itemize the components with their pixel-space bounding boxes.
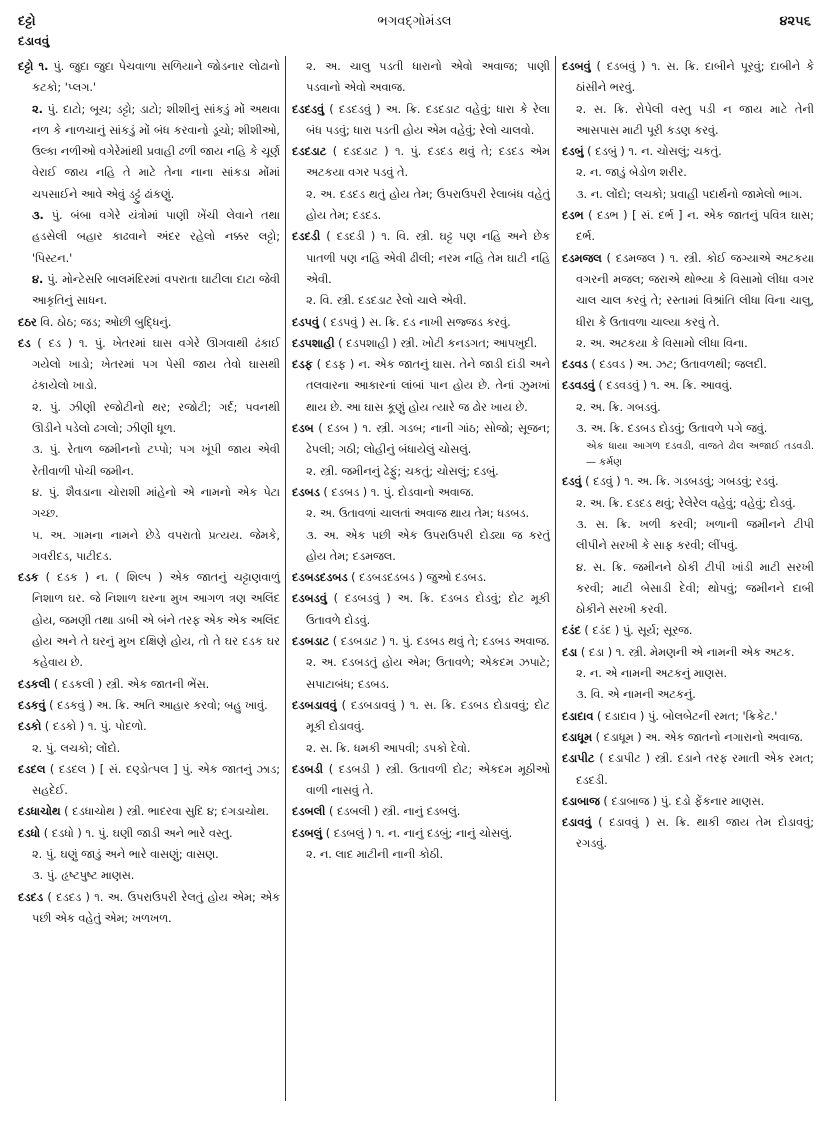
page-number: ૪૨૫૬ xyxy=(779,14,811,29)
definition: ( દડાદાવ ) પું. બોલબેટની રમત; 'ક્રિકેટ.' xyxy=(593,709,778,723)
headword: દઠર xyxy=(18,315,37,329)
dictionary-entry xyxy=(562,141,814,162)
definition: ૩. વિ. એ નામની અટકનું. xyxy=(576,688,696,702)
dictionary-sense xyxy=(562,162,814,183)
dictionary-entry xyxy=(18,801,280,822)
headword: દડકવું xyxy=(18,698,46,712)
definition: ૨. ન. જાડું બેડોળ શરીર. xyxy=(576,166,687,180)
headword: દડબલું xyxy=(292,826,323,840)
dictionary-sense xyxy=(18,738,280,759)
dictionary-sense xyxy=(292,525,550,568)
column-1 xyxy=(18,56,280,1103)
headword: દડમજલ xyxy=(562,251,602,265)
dictionary-entry xyxy=(562,620,814,641)
headword: ૩. xyxy=(32,209,44,223)
headword: દડપવું xyxy=(292,315,319,329)
definition: ( દડા ) ૧. સ્ત્રી. મેમણની એ નામની એક અટક. xyxy=(577,645,795,659)
definition: ( દડકવું ) અ. ક્રિ. અતિ આહાર કરવો; બહુ ખાવું. xyxy=(45,698,268,712)
definition: ૨. ન. લાદ માટીની નાની કોઠી. xyxy=(306,847,444,861)
dictionary-sense xyxy=(562,397,814,418)
headword: દડવડવું xyxy=(562,379,595,393)
column-3 xyxy=(562,56,814,1103)
dictionary-sense xyxy=(18,525,280,568)
dictionary-entry xyxy=(18,695,280,716)
headword: દડાધૂમ xyxy=(562,730,593,744)
dictionary-entry xyxy=(562,748,814,791)
definition: ( દડંદ ) પું. સૂર્ય; સૂરજ. xyxy=(580,624,693,638)
definition: ( દડ ) ૧. પું. ખેતરમાં ઘાસ વગેરે ઊગવાથી ઢંકાઈ ગયેલો ખાડો; ખેતરમાં પગ પેસી જાય તેવો ઘાસથી ઢંકાયેલો ખાડો. xyxy=(30,336,280,393)
dictionary-entry xyxy=(18,823,280,844)
definition: ૨. પું. લચકો; લોંદો. xyxy=(32,741,121,755)
definition: ૩. સ. ક્રિ. ખળી કરવી; ખળાની જમીનને ટીપી લીપીને સરખી કે સાફ કરવી; લીંપવું. xyxy=(576,517,814,553)
definition: ( દડકો ) ૧. પું. પોદળો. xyxy=(41,720,147,734)
headword: દડદડવું xyxy=(292,102,325,116)
dictionary-entry xyxy=(292,588,550,631)
definition: ૪. સ. ક્રિ. જમીનને ઠોકી ટીપી ખાંડી માટી સરખી કરવી; માટી બેસાડી દેવી; થોપવું; જમીનને દાબી ઠોકીને સરખી કરવી. xyxy=(576,560,814,617)
dictionary-entry xyxy=(292,354,550,418)
definition: ( દડબડી ) સ્ત્રી. ઉતાવળી દોટ; એકદમ મૂઠીઓ વાળી નાસવું તે. xyxy=(306,762,550,798)
headword: દડફ xyxy=(292,358,313,372)
dictionary-sense xyxy=(292,652,550,695)
dictionary-sense xyxy=(292,503,550,524)
column-divider xyxy=(555,56,556,1101)
headword: દડાપીટ xyxy=(562,752,595,766)
column-divider xyxy=(285,56,286,1101)
definition: ( દડપવું ) સ. ક્રિ. દડ નાખી સજ્જડ કરવું. xyxy=(318,315,511,329)
definition: ૨. પું. ઝીણી રજોટીનો થર; રજોટી; ગર્દ; પવનથી ઊડીને પડેલો ઢગલો; ઝીણી ધૂળ. xyxy=(32,400,280,436)
guide-word-last: દડાવવું xyxy=(18,34,50,48)
dictionary-sense xyxy=(18,482,280,525)
headword: દડબડાવવું xyxy=(292,698,337,712)
dictionary-sense xyxy=(562,557,814,621)
headword: દડબવું xyxy=(562,60,591,73)
quotation: એક ધાયા આગળ દડવડી, વાજતે ઢોલ અજાઈ તડવડી. — કર્મણ xyxy=(586,441,814,469)
dictionary-entry xyxy=(292,141,550,184)
headword: દડધો xyxy=(18,826,41,840)
definition: ( દડપશાહી ) સ્ત્રી. ખોટી કનડગત; આપખુદી. xyxy=(334,336,538,350)
dictionary-sense xyxy=(292,184,550,227)
dictionary-sense xyxy=(562,184,814,205)
definition: ( દડબલી ) સ્ત્રી. નાનું દડબલું. xyxy=(325,805,461,819)
dictionary-sense xyxy=(18,269,280,312)
dictionary-entry xyxy=(292,99,550,142)
definition: ૩. પું. હૃષ્ટપુષ્ટ માણસ. xyxy=(32,869,135,883)
definition: ( દડબડદડબડ ) જુઓ દડબડ. xyxy=(347,571,487,585)
headword: દડબ xyxy=(292,422,314,436)
dictionary-entry xyxy=(562,248,814,333)
dictionary-entry xyxy=(292,631,550,652)
definition: વિ. ઠોઠ; જડ; ઓછી બુદ્ધિનું. xyxy=(36,315,172,329)
definition: ( દડાધૂમ ) અ. એક જાતનો નગારાનો અવાજ. xyxy=(592,730,804,744)
definition: ( દડદલ ) [ સં. દણ્ડોત્પલ ] પું. એક જાતનું ઝાડ; સહદેઈ. xyxy=(32,762,280,798)
definition: ( દડદડી ) ૧. વિ. સ્ત્રી. ઘટ્ટ પણ નહિ અને છેક પાતળી પણ નહિ એવી ઢીલી; નરમ નહિ તેમ ઘાટી નહિ એવી. xyxy=(306,230,550,286)
headword: દડબડી xyxy=(292,762,324,776)
headword: દડા xyxy=(562,645,578,659)
definition: ( દડદડવું ) અ. ક્રિ. દડદડાટ વહેવું; ધારા કે રેલા બંધ પડવું; ધારા પડતી હોય એમ વહેવું; રેલો ચાલવો. xyxy=(306,102,550,137)
dictionary-entry xyxy=(18,759,280,802)
definition: ( દડાબાજ ) પું. દડો ફેંકનાર માણસ. xyxy=(599,794,765,808)
dictionary-entry xyxy=(292,333,550,354)
headword: દડધાચોથ xyxy=(18,805,61,819)
definition: ( દડબું ) ૧. ન. ચોસલું; ચકતું. xyxy=(583,145,722,159)
dictionary-entry xyxy=(562,727,814,748)
dictionary-sense xyxy=(562,99,814,142)
headword: દડકલી xyxy=(18,677,51,691)
dictionary-entry xyxy=(18,567,280,673)
dictionary-sense xyxy=(292,738,550,759)
dictionary-entry xyxy=(18,333,280,397)
dictionary-entry xyxy=(18,312,280,333)
dictionary-entry xyxy=(562,642,814,663)
definition: ૩. અ. ક્રિ. દડબડ દોડવું; ઉતાવળે પગે જવું. xyxy=(576,422,768,436)
dictionary-entry xyxy=(292,695,550,738)
definition: ૨. અ. ઉતાવળાં ચાલતાં અવાજ થાય તેમ; ધડબડ. xyxy=(306,507,530,521)
dictionary-entry xyxy=(292,801,550,822)
definition: ૩. ન. લોંદો; લચકો; પ્રવાહી પદાર્થનો જામેલો ભાગ. xyxy=(576,187,803,201)
definition: ૨. અ. ક્રિ. દડદડ થવું; રેલેરેલ વહેવું; વહેવું; દોડવું. xyxy=(576,496,796,510)
definition: ( દડાવવું ) સ. ક્રિ. થાકી જાય તેમ દોડાવવું; રગડવું. xyxy=(576,816,814,851)
dictionary-entry xyxy=(562,812,814,855)
definition: ( દડબલું ) ૧. ન. નાનું દડબું; નાનું ચોસલું. xyxy=(322,826,513,840)
headword: દડદડી xyxy=(292,230,321,244)
dictionary-sense xyxy=(562,663,814,684)
definition: ( દડબવું ) ૧. સ. ક્રિ. દાબીને પૂરવું; દાબીને કે ઠાંસીને ભરવું. xyxy=(576,60,814,95)
dictionary-entry xyxy=(562,471,814,492)
definition: ૨. અ. દડબડતું હોય એમ; ઉતાવળે; એકદમ ઝપાટે; સપાટાબંધ; દડબડ. xyxy=(306,656,550,691)
dictionary-entry xyxy=(18,887,280,930)
headword: દડવડ xyxy=(562,358,588,372)
definition: પું. જુદા જુદા પેચવાળા સળિયાને જોડનાર લોઢાનો કટકો; 'પ્લગ.' xyxy=(32,60,280,95)
dictionary-entry xyxy=(562,791,814,812)
definition: ૩. પું. રેતાળ જમીનનો ટપ્પો; પગ ખૂંપી જાય એવી રેતીવાળી પોચી જમીન. xyxy=(32,443,280,478)
definition: ( દડધાચોથ ) સ્ત્રી. ભાદરવા સુદિ ૪; દગડાચોથ. xyxy=(60,805,269,819)
dictionary-entry xyxy=(292,482,550,503)
definition: ( દડવડવું ) ૧. અ. ક્રિ. આવવું. xyxy=(594,379,733,393)
headword: ૪. xyxy=(32,272,44,286)
dictionary-sense xyxy=(292,461,550,482)
definition: ૩. અ. એક પછી એક ઉપરાઉપરી દોડ્યા જ કરતું હોય તેમ; દડમજલ. xyxy=(306,528,550,563)
definition: ( દડવડ ) અ. ઝટ; ઉતાવળથી; જલદી. xyxy=(587,358,767,372)
definition: ૨. અ. ક્રિ. ગબડવું. xyxy=(576,400,661,414)
definition: ૨. સ. ક્રિ. ધમકી આપવી; ડપકો દેવો. xyxy=(306,741,471,755)
definition: ( દડક ) ન. ( શિલ્પ ) એક જાતનું ચટ્ટાણવાળું નિશાળ ઘર. જે નિશાળ ઘરના મુખ આગળ ત્રણ અલિંદ હોય, જમણી તથા ડાબી એ બંને તરફ એક એક અલિંદ હોય અને તે ઘરનું મુખ દક્ષિણે હોય, તો તે ઘર દડક ઘર કહેવાય છે. xyxy=(32,571,280,670)
dictionary-entry xyxy=(562,354,814,375)
definition: ( દડબ ) ૧. સ્ત્રી. ગડબ; નાની ગાંઠ; સોજો; સૂજન; ઢેપલી; ગઠી; લોહીનું બંધાયેલું ચોસલું. xyxy=(306,422,550,457)
dictionary-sense xyxy=(18,844,280,865)
definition: ( દડબડ ) ૧. પું. દોડવાનો અવાજ. xyxy=(319,485,474,499)
dictionary-entry xyxy=(292,226,550,290)
dictionary-sense xyxy=(562,514,814,557)
dictionary-entry xyxy=(18,716,280,737)
dictionary-entry xyxy=(18,674,280,695)
definition: પું. મોન્ટેસરિ બાલમંદિરમાં વપરાતા ઘાટીલા દાટા જેવી આકૃતિનું સાધન. xyxy=(32,272,280,308)
definition: ( દડાપીટ ) સ્ત્રી. દડાને તરફ રમાતી એક રમત; દડદડી. xyxy=(576,752,814,787)
definition: પું. બંબા વગેરે યંત્રોમાં પાણી ખેંચી લેવાને તથા હડસેલી બહાર કાઢવાને અંદર રહેલો નક્કર લટ્ટો; 'પિસ્ટન.' xyxy=(32,209,280,265)
definition: ૫. અ. ગામના નામને છેડે વપરાતો પ્રત્યય. જેમકે, ગવરીદડ, પાટીદડ. xyxy=(32,528,280,563)
headword: દડાદાવ xyxy=(562,709,594,723)
book-title: ભગવદ્ગોમંડલ xyxy=(377,14,452,29)
headword: દડદડાટ xyxy=(292,145,327,159)
dictionary-sense xyxy=(18,865,280,886)
dictionary-sense xyxy=(292,56,550,99)
definition: ( દડમજલ ) ૧. સ્ત્રી. કોઈ જગ્યાએ અટકયા વગરની મજલ; જરાએ થોભ્યા કે વિસામો લીધા વગર ચાલ ચાલ કરવું તે; રસ્તામાં વિશ્રાંતિ લીધા વિના ચાલુ, ધીરા કે ઉતાવળા ચાલ્યા કરવું તે. xyxy=(576,251,814,329)
headword: દડપશાહી xyxy=(292,336,335,350)
dictionary-entry xyxy=(562,56,814,99)
headword: દડદડ xyxy=(18,890,44,904)
dictionary-sense xyxy=(18,439,280,482)
headword: દડ xyxy=(18,336,31,350)
headword: દડદલ xyxy=(18,762,46,776)
dictionary-entry xyxy=(292,823,550,844)
headword: દડબડાટ xyxy=(292,635,330,649)
dictionary-entry xyxy=(292,567,550,588)
dictionary-sense xyxy=(18,397,280,440)
dictionary-entry xyxy=(562,375,814,396)
definition: ૨. સ્ત્રી. જમીનનું ઢેફું; ચકતું; ચોસલું; દડબું. xyxy=(306,464,499,478)
definition: ( દડદડ ) ૧. અ. ઉપરાઉપરી રેલતું હોય એમ; એક પછી એક વહેતું એમ; ખળખળ. xyxy=(32,890,280,925)
dictionary-entry xyxy=(562,205,814,248)
headword: દડબલી xyxy=(292,805,326,819)
definition: ( દડધો ) ૧. પું. ઘણી જાડી અને ભારે વસ્તુ. xyxy=(40,826,233,840)
dictionary-entry xyxy=(292,418,550,461)
headword: દડાબાજ xyxy=(562,794,600,808)
column-2 xyxy=(292,56,550,1103)
dictionary-sense xyxy=(292,844,550,865)
definition: ( દડફ ) ન. એક જાતનું ઘાસ. તેને જાડી દાંડી અને તલવારના આકારનાં લાંબાં પાન હોય છે. તેનાં ઝુમખાં થાય છે. આ ઘાસ કૂણું હોય ત્યારે જ ઢોર ખાય છે. xyxy=(306,358,550,414)
headword: દડભ xyxy=(562,209,584,223)
headword: દડબડવું xyxy=(292,592,327,606)
definition: ( દડદડાટ ) ૧. પું. દડદડ થવું તે; દડદડ એમ અટકયા વગર પડવું તે. xyxy=(306,145,550,180)
dictionary-sense xyxy=(562,493,814,514)
definition: ૨. વિ. સ્ત્રી. દડદડાટ રેલો ચાલે એવી. xyxy=(306,294,467,308)
definition: ૨. અ. ચાલુ પડતી ધારાનો એવો અવાજ; પાણી પડવાનો એવો અવાજ. xyxy=(306,60,550,95)
definition: ( દડકલી ) સ્ત્રી. એક જાતની ભેંસ. xyxy=(50,677,210,691)
headword: દડવું xyxy=(562,475,582,489)
page-header xyxy=(18,14,811,34)
headword: દડબડદડબડ xyxy=(292,571,348,585)
definition: ૪. પું. શૈવડાના ચોરાશી માંહેનો એ નામનો એક પેટા ગચ્છ. xyxy=(32,485,280,521)
headword: દડંદ xyxy=(562,624,581,638)
headword: દડક xyxy=(18,571,39,585)
definition: ( દડબડવું ) અ. ક્રિ. દડબડ દોડવું; દોટ મૂકી ઉતાવળે દોડવું. xyxy=(306,592,550,627)
dictionary-sense xyxy=(18,205,280,269)
dictionary-sense xyxy=(562,684,814,705)
dictionary-sense xyxy=(292,290,550,311)
definition: ( દડભ ) [ સં. દર્ભ ] ન. એક જાતનું પવિત્ર ઘાસ; દર્ભ. xyxy=(576,209,814,244)
dictionary-sense xyxy=(562,333,814,354)
definition: ( દડબડાવવું ) ૧. સ. ક્રિ. દડબડ દોડાવવું; દોટ મૂકી દોડાવવું. xyxy=(306,698,550,734)
dictionary-entry xyxy=(18,56,280,99)
dictionary-sense xyxy=(562,418,814,439)
dictionary-entry xyxy=(292,312,550,333)
dictionary-entry xyxy=(562,706,814,727)
headword: દડાવવું xyxy=(562,816,592,830)
headword: દડકો xyxy=(18,720,42,734)
guide-word-first: દટ્ટો xyxy=(18,14,36,29)
headword: ૨. xyxy=(32,102,43,116)
definition: ૨. ન. એ નામની અટકનું માણસ. xyxy=(576,667,728,681)
headword: દડબડ xyxy=(292,485,320,499)
definition: ( દડવું ) ૧. અ. ક્રિ. ગડબડવું; ગબડવું; રડવું. xyxy=(581,475,779,489)
definition: ૨. અ. દડદડ થતું હોય તેમ; ઉપરાઉપરી રેલાબંધ વહેતું હોય તેમ; દડદડ. xyxy=(306,187,550,223)
headword: દટ્ટો ૧. xyxy=(18,60,49,73)
dictionary-entry xyxy=(292,759,550,802)
definition: ૨. સ. ક્રિ. રોપેલી વસ્તુ પડી ન જાય માટે તેની આસપાસ માટી પૂરી કડણ કરવું. xyxy=(576,102,814,137)
definition: પું. દાટો; બૂચ; ડટ્ટો; ડાટો; શીશીનું સાંકડું મોં અથવા નળ કે નાળચાનું સાંકડું મોં બંધ કરવાનો ડૂચો; શીશીઓ, ઉલ્કા નળીઓ વગેરેમાંથી પ્રવાહી ઢળી જાય નહિ કે ચૂર્ણ વેરાઈ જાય નહિ તે માટે તેના નાના સાંકડા મોંમાં ચપસાઈને આવે એવું ડટ્ટું ઢાંકણું. xyxy=(32,102,280,201)
dictionary-sense xyxy=(18,99,280,205)
definition: ( દડબડાટ ) ૧. પું. દડબડ થવું તે; દડબડ અવાજ. xyxy=(329,635,550,649)
definition: ૨. પું. ઘણું જાડું અને ભારે વાસણું; વાસણ. xyxy=(32,847,219,861)
definition: ૨. અ. અટકયા કે વિસામો લીધા વિના. xyxy=(576,336,748,350)
headword: દડબું xyxy=(562,145,584,159)
